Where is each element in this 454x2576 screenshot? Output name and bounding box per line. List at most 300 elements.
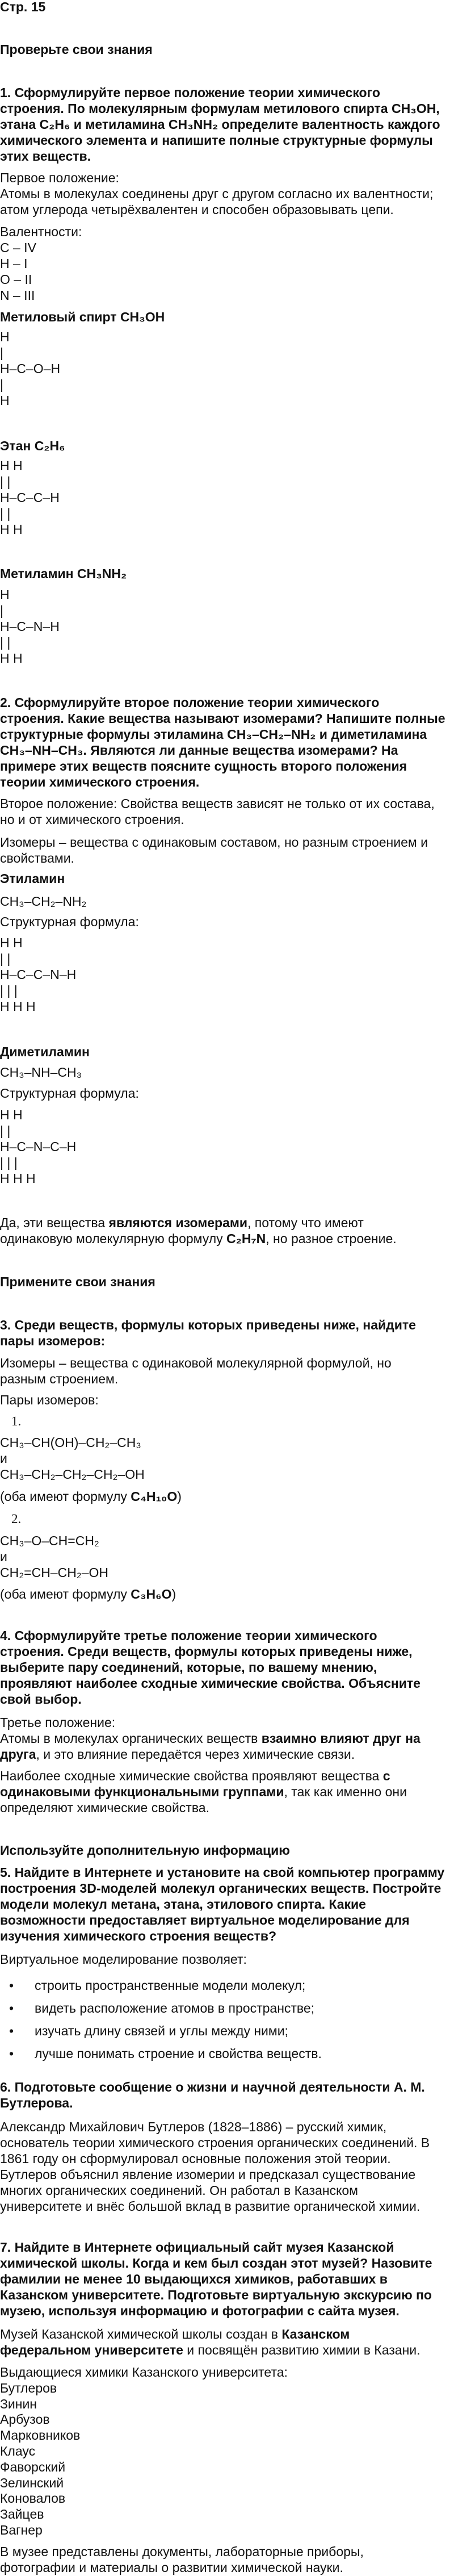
line-text: этана C₂H₆ и метиламина CH₃NH₂ определите валентность каждого [0, 117, 440, 132]
text-line [0, 2303, 432, 2319]
text-line [0, 1215, 397, 1231]
line-text: Александр Михайлович Бутлеров (1828–1886) – русский химик, [0, 2119, 387, 2134]
line-text: видеть расположение атомов в пространстве; [35, 2001, 315, 2015]
line-text: основатель теории химического строения органических соединений. В [0, 2135, 430, 2150]
line-text: Структурная формула: [0, 914, 139, 929]
line-text: 1. [11, 1414, 22, 1428]
text-line [0, 1928, 444, 1944]
line-text: Метиловый спирт CH₃OH [0, 310, 165, 324]
line-text: Второе положение: Свойства веществ зависят не только от их состава, [0, 796, 435, 811]
question-6 [0, 2079, 425, 2111]
line-text: примере этих веществ поясните сущность второго положения [0, 759, 407, 773]
line-text: Третье положение: [0, 1715, 116, 1730]
text-line [0, 392, 60, 408]
line-text: H H H [0, 999, 36, 1014]
text-line [0, 240, 82, 256]
line-text: Казанском университете. Подготовьте виртуальную экскурсию по [0, 2288, 432, 2302]
text-line [0, 1044, 90, 1060]
text-line [0, 695, 445, 710]
line-text: Этиламин [0, 871, 65, 886]
methanol-structure [0, 329, 60, 408]
text-line [0, 967, 76, 982]
text-line [0, 474, 60, 490]
text-line [0, 1064, 82, 1080]
text-line [0, 1659, 421, 1675]
text-line [0, 186, 433, 202]
isomer-pairs-label [0, 1392, 99, 1408]
text-line [0, 1231, 397, 1247]
text-line [0, 271, 82, 287]
line-text: возможности предоставляет виртуальное моделирование для [0, 1913, 410, 1927]
line-text: | | [0, 474, 11, 489]
answer-second-postulate [0, 796, 435, 827]
text-line [11, 1414, 21, 1429]
text-line [0, 1450, 145, 1466]
line-text: структурные формулы этиламина CH₃–CH₂–NH₂ и диметиламина [0, 727, 427, 742]
text-line [0, 1170, 76, 1186]
line-text: 6. Подготовьте сообщение о жизни и научной деятельности А. М. [0, 2080, 425, 2094]
text-line [0, 1628, 421, 1644]
line-text: CH₃–O–CH=CH₂ [0, 1533, 99, 1548]
text-segment: ) [171, 1587, 176, 1601]
line-text: строения. По молекулярным формулам метилового спирта CH₃OH, [0, 101, 440, 116]
bold-text: являются изомерами [108, 1215, 248, 1230]
bullet-item [0, 1997, 322, 2019]
line-text: H–C–N–H [0, 619, 60, 634]
line-text: | | | [0, 1155, 18, 1170]
text-line [0, 834, 428, 850]
line-text: построения 3D-моделей молекул органических веществ. Постройте [0, 1881, 442, 1896]
bold-text: C₂H₇N [226, 1231, 266, 1246]
text-line [0, 893, 86, 909]
section-heading-apply [0, 1274, 155, 1290]
line-text: | [0, 377, 3, 392]
question-4 [0, 1628, 421, 1707]
line-text: 7. Найдите в Интернете официальный сайт музея Казанской [0, 2240, 394, 2255]
text-line [0, 1155, 76, 1170]
text-line [0, 2198, 430, 2214]
text-line [0, 710, 445, 726]
virtual-modeling-list [0, 1974, 322, 2065]
text-line [0, 1768, 407, 1784]
line-text: H H [0, 1107, 23, 1122]
line-text: выберите пару соединений, которые, по вашему мнению, [0, 1660, 377, 1675]
line-text: определяют химические свойства. [0, 1800, 209, 1815]
text-segment: , но разное строение. [266, 1231, 397, 1246]
bullet-item [0, 2019, 322, 2042]
line-text: Вагнер [0, 2522, 43, 2537]
text-line [0, 170, 433, 186]
line-text: 1861 году он сформулировал основные положения этой теории. [0, 2151, 391, 2166]
line-text: Структурная формула: [0, 1086, 139, 1101]
text-line [0, 1675, 421, 1691]
line-text: CH₃–CH(OH)–CH₂–CH₃ [0, 1435, 141, 1450]
line-text: H–C–C–N–H [0, 967, 77, 982]
text-line [0, 1784, 407, 1800]
line-text: изучать длину связей и углы между ними; [35, 2023, 288, 2038]
line-text: Выдающиеся химики Казанского университета: [0, 2365, 288, 2380]
kazan-chemists-list [0, 2364, 288, 2538]
text-line [0, 774, 445, 790]
line-text: музею, используя информацию и фотографии с сайта музея. [0, 2303, 400, 2318]
text-line [0, 1355, 392, 1371]
text-line [0, 2427, 288, 2443]
text-line [0, 2167, 430, 2182]
line-text: Бутлерова. [0, 2096, 73, 2110]
text-line [0, 1488, 182, 1504]
text-line [0, 2095, 425, 2111]
line-text: Марковников [0, 2428, 81, 2443]
text-line [0, 2239, 432, 2255]
line-text: Пары изомеров: [0, 1392, 99, 1407]
line-text: H H [0, 458, 23, 473]
line-text: Этан C₂H₆ [0, 438, 65, 453]
line-text: этих веществ. [0, 149, 91, 164]
text-segment: Музей Казанской химической школы создан в [0, 2327, 282, 2341]
line-text: Зелинский [0, 2475, 64, 2490]
text-line [0, 1864, 444, 1880]
isomers-conclusion [0, 1215, 397, 1247]
text-line [0, 202, 433, 218]
page-number [0, 0, 45, 15]
line-text: | | | [0, 983, 18, 998]
text-line [0, 850, 428, 866]
text-line [0, 1565, 108, 1580]
bullet-item [0, 1974, 322, 1997]
bold-text: друга [0, 1747, 36, 1762]
text-line [0, 603, 60, 618]
text-line [0, 1123, 76, 1139]
text-line [0, 1139, 76, 1155]
text-segment: ) [177, 1489, 182, 1504]
line-text: H [0, 393, 10, 408]
bold-text: взаимно влияют друг на [261, 1731, 421, 1746]
line-text: CH₃–CH₂–CH₂–CH₂–OH [0, 1467, 145, 1482]
dimethylamine-structure [0, 1107, 76, 1186]
line-text: Клаус [0, 2443, 36, 2458]
ethylamine-title [0, 871, 65, 886]
line-text: H H [0, 935, 23, 950]
text-line [0, 871, 65, 886]
line-text: H–C–N–C–H [0, 1139, 77, 1154]
text-line [0, 41, 153, 57]
ethylamine-formula [0, 893, 86, 909]
museum-answer [0, 2326, 421, 2358]
text-line [0, 2342, 421, 2358]
text-line [0, 2287, 432, 2303]
text-line [0, 1714, 421, 1730]
text-line [0, 2490, 288, 2506]
text-line [0, 2151, 430, 2167]
pair-number [11, 1511, 21, 1527]
text-line [0, 587, 60, 603]
line-text: N – III [0, 288, 35, 303]
line-text: C – IV [0, 240, 36, 255]
question-5 [0, 1864, 444, 1944]
line-text: 2. [11, 1512, 22, 1526]
ethane-title [0, 438, 65, 454]
text-line [0, 1896, 444, 1912]
line-text: | [0, 345, 3, 360]
text-line [0, 1085, 139, 1101]
line-text: университете и внёс большой вклад в развитие органической химии. [0, 2199, 421, 2214]
line-text: Зинин [0, 2396, 37, 2411]
museum-description [0, 2544, 364, 2575]
text-line [0, 2443, 288, 2459]
text-line [0, 1644, 421, 1659]
text-line [0, 1912, 444, 1928]
text-line [0, 505, 60, 521]
text-line [0, 2411, 288, 2427]
line-text: 2. Сформулируйте второе положение теории химического [0, 695, 380, 710]
text-line [0, 116, 440, 132]
text-line [0, 438, 65, 454]
line-text: | | [0, 1123, 11, 1138]
line-text: фотографии и материалы о развитии химической науки. [0, 2560, 343, 2575]
text-line [0, 1880, 444, 1896]
text-line [11, 1511, 21, 1527]
text-line [0, 2459, 288, 2475]
line-text: Первое положение: [0, 170, 119, 185]
line-text: | [0, 603, 3, 618]
text-line [0, 1951, 247, 1967]
line-text: CH₃–NH–CH₃ [0, 1065, 82, 1080]
text-line [0, 1800, 407, 1816]
line-text: H [0, 587, 10, 602]
butlerov-biography [0, 2119, 430, 2214]
text-line [0, 2560, 364, 2575]
bullet-icon: • [9, 2001, 14, 2015]
line-text: В музее представлены документы, лабораторные приборы, [0, 2544, 364, 2559]
text-line [0, 1435, 145, 1450]
bold-text: с [382, 1768, 390, 1783]
line-text: пары изомеров: [0, 1333, 106, 1348]
text-line [0, 132, 440, 148]
line-text: изучения химического строения веществ? [0, 1929, 277, 1943]
line-text: H–C–C–H [0, 490, 60, 505]
line-text: Стр. 15 [0, 0, 46, 14]
line-text: CH₃–NH–CH₃. Являются ли данные вещества изомерами? На [0, 743, 398, 758]
text-line [0, 490, 60, 505]
line-text: проявляют наиболее сходные химические свойства. Объясните [0, 1676, 421, 1691]
text-line [0, 345, 60, 361]
text-segment: (оба имеют формулу [0, 1489, 131, 1504]
text-line [0, 2506, 288, 2522]
text-line [0, 1466, 145, 1482]
methanol-title [0, 309, 165, 325]
line-text: CH₃–CH₂–NH₂ [0, 894, 87, 909]
text-line [0, 2396, 288, 2412]
text-line [0, 361, 60, 377]
section-heading-check [0, 41, 153, 57]
text-line [0, 224, 82, 240]
text-line [0, 1842, 290, 1858]
bullet-icon: • [9, 1978, 14, 1993]
pair-number [11, 1414, 21, 1429]
text-line [0, 1107, 76, 1123]
line-text: Бутлеров объяснил явление изомерии и предсказал существование [0, 2167, 416, 2182]
line-text: H H [0, 651, 23, 666]
text-line [0, 101, 440, 116]
bullet-icon: • [9, 2023, 14, 2038]
text-line [0, 0, 45, 15]
section-heading-extra [0, 1842, 290, 1858]
line-text: Метиламин CH₃NH₂ [0, 566, 127, 581]
text-line [0, 1533, 108, 1549]
text-line [0, 951, 76, 967]
text-segment: Да, эти вещества [0, 1215, 109, 1230]
line-text: свойствами. [0, 851, 74, 865]
line-text: | | [0, 951, 11, 966]
line-text: Изомеры – вещества с одинаковой молекулярной формулой, но [0, 1356, 392, 1370]
line-text: Валентности: [0, 224, 82, 239]
line-text: но и от химического строения. [0, 812, 184, 827]
isomer-pair-1 [0, 1435, 145, 1482]
text-line [0, 521, 60, 537]
line-text: многих органических соединений. Он работал в Казанском [0, 2183, 358, 2198]
text-line [0, 2079, 425, 2095]
text-line [0, 812, 435, 827]
line-text: разным строением. [0, 1371, 119, 1386]
text-line [0, 1730, 421, 1746]
dimethylamine-formula [0, 1064, 82, 1080]
text-line [0, 2326, 421, 2342]
line-text: H [0, 329, 10, 344]
pair-1-formula [0, 1488, 182, 1504]
text-line [0, 1392, 99, 1408]
text-line [0, 2475, 288, 2491]
text-segment: Наиболее сходные химические свойства проявляют вещества [0, 1768, 383, 1783]
text-segment: и посвящён развитию химии в Казани. [183, 2343, 421, 2357]
text-line [0, 2119, 430, 2135]
line-text: Бутлеров [0, 2380, 57, 2395]
text-segment: (оба имеют формулу [0, 1587, 131, 1601]
text-line [0, 650, 60, 666]
structural-formula-label [0, 914, 139, 930]
line-text: 4. Сформулируйте третье положение теории химического [0, 1628, 377, 1643]
line-text: лучше понимать строение и свойства веществ. [35, 2046, 322, 2061]
methylamine-structure [0, 587, 60, 666]
question-7 [0, 2239, 432, 2319]
text-line [0, 1371, 392, 1387]
bullet-item [0, 2042, 322, 2065]
text-line [0, 2271, 432, 2287]
text-line [0, 796, 435, 812]
text-line [0, 1586, 176, 1602]
bold-text: федеральном университете [0, 2343, 183, 2357]
text-line [0, 2380, 288, 2396]
line-text: H H [0, 522, 23, 537]
line-text: 1. Сформулируйте первое положение теории химического [0, 85, 380, 100]
text-line [0, 329, 60, 345]
text-line [0, 287, 82, 303]
line-text: Зайцев [0, 2507, 44, 2522]
bold-text: C₄H₁₀O [131, 1489, 178, 1504]
line-text: фамилии не менее 10 выдающихся химиков, работавших в [0, 2272, 388, 2286]
line-text: Используйте дополнительную информацию [0, 1843, 290, 1858]
line-text: H – I [0, 256, 28, 271]
line-text: Проверьте свои знания [0, 42, 153, 57]
text-line [0, 2135, 430, 2151]
line-text: модели молекул метана, этана, этилового спирта. Какие [0, 1897, 366, 1912]
line-text: H–C–O–H [0, 361, 61, 376]
text-line [0, 309, 165, 325]
text-line [0, 2544, 364, 2560]
line-text: химического элемента и напишите полные структурные формулы [0, 133, 433, 148]
line-text: | | [0, 506, 11, 521]
text-line [0, 148, 440, 164]
text-line [0, 1274, 155, 1290]
text-line [0, 2364, 288, 2380]
text-segment: , так как именно они [284, 1784, 407, 1799]
text-line [0, 1317, 416, 1333]
line-text: Изомеры – вещества с одинаковым составом, но разным строением и [0, 835, 428, 850]
text-line [0, 998, 76, 1014]
text-line [0, 2255, 432, 2271]
line-text: и [0, 1549, 7, 1564]
similar-properties-answer [0, 1768, 407, 1816]
text-line [0, 758, 445, 774]
bold-text: одинаковыми функциональными группами [0, 1784, 284, 1799]
line-text: | | [0, 635, 11, 650]
text-line [0, 1746, 421, 1762]
line-text: свой выбор. [0, 1692, 82, 1707]
line-text: O – II [0, 272, 32, 287]
text-line [0, 377, 60, 392]
text-line [0, 566, 127, 582]
line-text: Примените свои знания [0, 1274, 155, 1289]
line-text: Виртуальное моделирование позволяет: [0, 1952, 247, 1967]
text-line [0, 1549, 108, 1565]
line-text: Диметиламин [0, 1044, 90, 1059]
line-text: 3. Среди веществ, формулы которых приведены ниже, найдите [0, 1318, 416, 1332]
structural-formula-label [0, 1085, 139, 1101]
virtual-modeling-label [0, 1951, 247, 1967]
question-2 [0, 695, 445, 790]
text-segment: одинаковую молекулярную формулу [0, 1231, 227, 1246]
text-line [0, 458, 60, 474]
line-text: CH₂=CH–CH₂–OH [0, 1565, 109, 1580]
isomers-definition [0, 834, 428, 866]
line-text: Коновалов [0, 2491, 66, 2506]
text-line [0, 742, 445, 758]
text-line [0, 256, 82, 271]
text-line [0, 982, 76, 998]
question-3 [0, 1317, 416, 1349]
text-line [0, 2522, 288, 2538]
text-line [0, 2182, 430, 2198]
line-text: и [0, 1451, 7, 1466]
text-line [0, 1691, 421, 1707]
text-segment: Атомы в молекулах органических веществ [0, 1731, 262, 1746]
methylamine-title [0, 566, 127, 582]
isomer-pair-2 [0, 1533, 108, 1580]
ethane-structure [0, 458, 60, 537]
line-text: 5. Найдите в Интернете и установите на свой компьютер программу [0, 1865, 445, 1880]
text-line [0, 85, 440, 101]
text-line [0, 935, 76, 951]
dimethylamine-title [0, 1044, 90, 1060]
valences-list [0, 224, 82, 303]
text-line [0, 914, 139, 930]
text-line [0, 634, 60, 650]
line-text: атом углерода четырёхвалентен и способен образовывать цепи. [0, 202, 394, 217]
answer-third-postulate [0, 1714, 421, 1762]
line-text: строения. Какие вещества называют изомерами? Напишите полные [0, 711, 445, 726]
question-1 [0, 85, 440, 164]
pair-2-formula [0, 1586, 176, 1602]
line-text: строить пространственные модели молекул; [35, 1978, 306, 1993]
